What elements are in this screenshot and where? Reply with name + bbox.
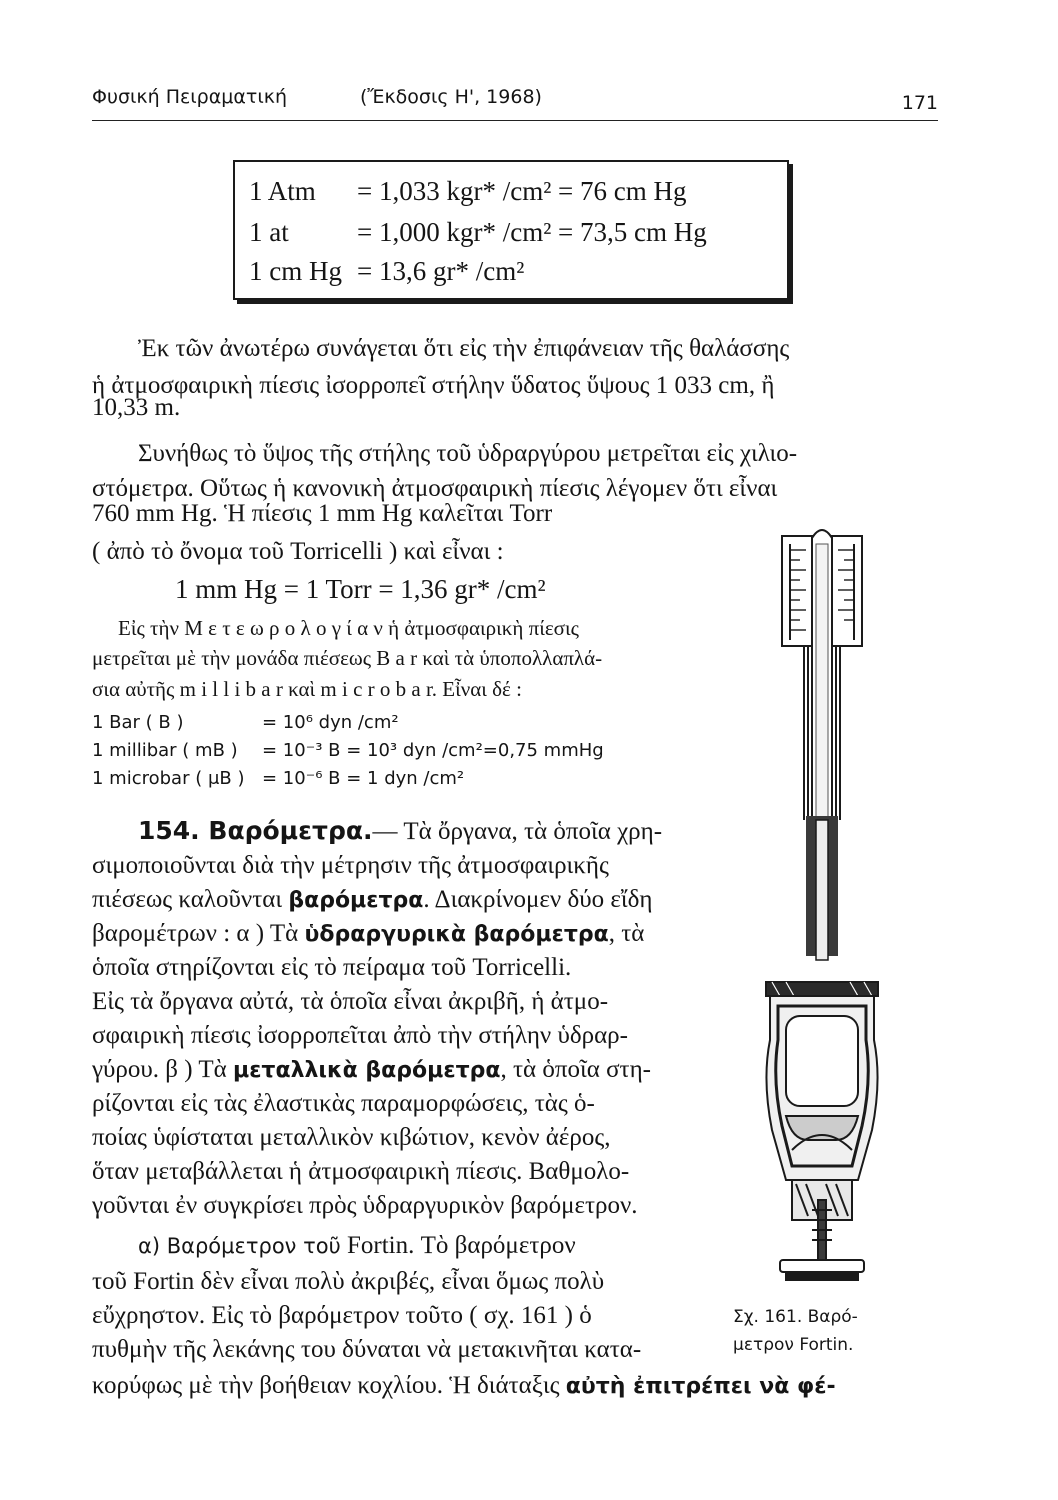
section-text: γύρου. β ) Τὰ [92,1056,227,1083]
caption-line: μετρον Fortin. [733,1335,854,1355]
section-line: ποίας ὑφίσταται μεταλλικὸν κιβώτιον, κενὸν ἀέρος, [92,1124,611,1151]
unit-value: = 10⁻³ B = 10³ dyn /cm²=0,75 mmHg [262,740,604,761]
term-barometers: βαρόμετρα [288,888,424,913]
unit-value: = 13,6 gr* /cm² [357,256,525,286]
header-rule [92,120,938,121]
section-line [92,886,652,914]
para1-line: ἡ ἀτμοσφαιρικὴ πίεσις ἰσορροπεῖ στήλην ὕδατος ὕψους 1 033 cm, ἢ [92,372,775,399]
unit-label: 1 at [249,217,289,247]
fortin-heading: α) Βαρόμετρον τοῦ [138,1234,341,1258]
meteo-line: μετρεῖται μὲ τὴν μονάδα πιέσεως B a r καὶ τὰ ὑποπολλαπλά- [92,646,603,670]
section-line: ρίζονται εἰς τὰς ἐλαστικὰς παραμορφώσεις, τὰς ὁ- [92,1090,595,1117]
term-mercury-barometers: ὑδραργυρικὰ βαρόμετρα [304,922,609,947]
unit-value: = 10⁶ dyn /cm² [262,712,399,733]
fortin-line: τοῦ Fortin δὲν εἶναι πολὺ ἀκριβές, εἶναι ὅμως πολὺ [92,1268,605,1295]
fortin-text: Fortin. Τὸ βαρόμετρον [346,1232,576,1259]
unit-label: 1 cm Hg [249,256,342,286]
caption-line: Σχ. 161. Βαρό- [733,1307,858,1327]
unit-value: = 10⁻⁶ B = 1 dyn /cm² [262,768,465,789]
section-first-line [138,816,662,846]
section-text: βαρομέτρων : α ) Τὰ [92,920,299,947]
unit-label: 1 Atm [249,176,316,206]
meteo-line: Εἰς τὴν Μ ε τ ε ω ρ ο λ ο γ ί α ν ἡ ἀτμοσφαιρικὴ πίεσις [118,616,579,640]
tube-lower [816,820,828,960]
unit-label: 1 Bar ( B ) [92,712,184,733]
section-line: Εἰς τὰ ὄργανα αὐτά, τὰ ὁποῖα εἶναι ἀκριβῆ, ἡ ἀτμο- [92,988,609,1015]
section-line [92,1056,651,1084]
page-number: 171 [901,92,938,114]
section-text: . Διακρίνομεν δύο εἴδη [423,886,653,913]
section-line: γοῦνται ἐν συγκρίσει πρὸς ὑδραργυρικὸν βαρόμετρον. [92,1192,638,1219]
para2-line: ( ἀπὸ τὸ ὄνομα τοῦ Torricelli ) καὶ εἶναι : [92,538,504,565]
unit-label: 1 microbar ( μB ) [92,768,245,789]
mercury-column [816,544,828,834]
unit-value: = 1,000 kgr* /cm² = 73,5 cm Hg [357,217,707,247]
section-line: σιμοποιοῦνται διὰ τὴν μέτρησιν τῆς ἀτμοσφαιρικῆς [92,852,609,879]
section-line: ὅταν μεταβάλλεται ἡ ἀτμοσφαιρικὴ πίεσις. Βαθμολο- [92,1158,630,1185]
pressure-units-box [233,160,789,300]
term-metal-barometers: μεταλλικὰ βαρόμετρα [233,1058,501,1083]
section-text: — Τὰ ὄργανα, τὰ ὁποῖα χρη- [372,818,663,845]
fortin-text: κορύφως μὲ τὴν βοήθειαν κοχλίου. Ἡ διάταξις [92,1372,560,1399]
para1-line: 10,33 m. [92,394,181,421]
section-text: , τὰ [608,920,645,947]
cistern [766,982,878,1180]
para1-line: Ἐκ τῶν ἀνωτέρω συνάγεται ὅτι εἰς τὴν ἐπιφάνειαν τῆς θαλάσσης [138,335,790,362]
meteo-line: σια αὐτῆς m i l l i b a r καὶ m i c r o b a r. Εἶναι δέ : [92,677,522,701]
para2-line: στόμετρα. Οὕτως ἡ κανονικὴ ἀτμοσφαιρικὴ πίεσις λέγομεν ὅτι εἶναι [92,475,778,502]
fortin-barometer-figure [752,520,902,1315]
unit-value: = 1,033 kgr* /cm² = 76 cm Hg [357,176,687,206]
section-text: πιέσεως καλοῦνται [92,886,283,913]
running-header [92,86,938,126]
adjusting-screw [780,1180,864,1280]
edition-note: (Ἔκδοσις Η', 1968) [360,86,542,108]
fortin-line [92,1372,836,1400]
fortin-line: πυθμὴν τῆς λεκάνης του δύναται νὰ μετακινῆται κατα- [92,1336,642,1363]
book-title: Φυσική Πειραματική [92,86,287,108]
fortin-text-bold: αὐτὴ ἐπιτρέπει νὰ φέ- [565,1374,836,1399]
section-heading: 154. Βαρόμετρα. [138,816,373,845]
section-line: σφαιρικὴ πίεσις ἰσορροπεῖται ἀπὸ τὴν στήλην ὑδραρ- [92,1022,628,1049]
torr-formula: 1 mm Hg = 1 Torr = 1,36 gr* /cm² [175,574,546,604]
section-line: ὁποῖα στηρίζονται εἰς τὸ πείραμα τοῦ Torricelli. [92,954,572,981]
para2-line: Συνήθως τὸ ὕψος τῆς στήλης τοῦ ὑδραργύρου μετρεῖται εἰς χιλιο- [138,440,798,467]
section-text: , τὰ ὁποῖα στη- [500,1056,651,1083]
para2-line: 760 mm Hg. Ἡ πίεσις 1 mm Hg καλεῖται Torr [92,500,553,527]
section-line [92,920,644,948]
fortin-first-line [138,1232,576,1260]
fortin-line: εὔχρηστον. Εἰς τὸ βαρόμετρον τοῦτο ( σχ. 161 ) ὁ [92,1302,592,1329]
unit-label: 1 millibar ( mB ) [92,740,238,761]
